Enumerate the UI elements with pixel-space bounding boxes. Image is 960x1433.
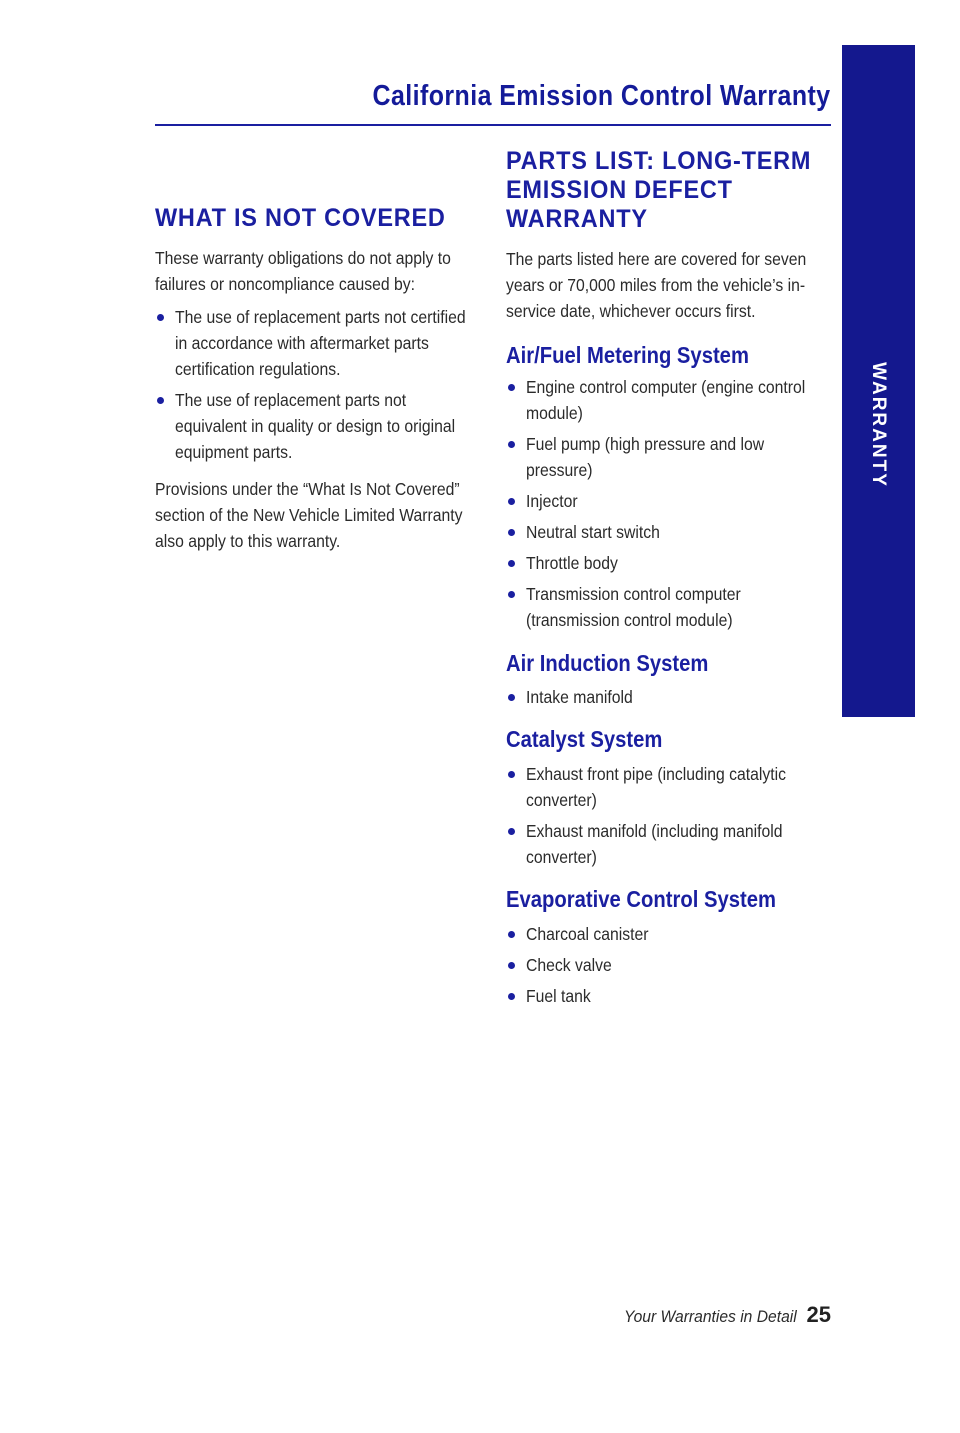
group-heading-air-induction: Air Induction System [506, 650, 709, 676]
list-item [506, 921, 836, 947]
bullet-dot-icon [508, 694, 515, 701]
section-heading-parts-list: PARTS LIST: LONG-TERM EMISSION DEFECT WARRANTY [506, 147, 812, 233]
section-tab-label: WARRANTY [868, 362, 889, 488]
list-item [506, 952, 836, 978]
bullet-dot-icon [508, 931, 515, 938]
list-item [506, 550, 836, 576]
list-item [506, 983, 836, 1009]
list-item-text: Injector [526, 491, 578, 511]
list-item [506, 374, 836, 426]
not-covered-list [155, 304, 480, 465]
list-item [155, 304, 480, 382]
section-heading-not-covered: WHAT IS NOT COVERED [155, 204, 446, 232]
list-item-text: Neutral start switch [526, 522, 660, 542]
list-item [506, 761, 836, 813]
list-item [506, 519, 836, 545]
list-item-text: The use of replacement parts not equivalent in quality or design to original equipment parts. [175, 390, 456, 462]
air-induction-parts-list [506, 684, 836, 710]
group-heading-catalyst: Catalyst System [506, 726, 663, 752]
page-header [155, 74, 831, 126]
list-item [506, 818, 836, 870]
bullet-dot-icon [508, 962, 515, 969]
bullet-dot-icon [157, 397, 164, 404]
air-fuel-parts-list [506, 374, 836, 633]
bullet-dot-icon [508, 771, 515, 778]
bullet-dot-icon [508, 498, 515, 505]
right-column [506, 140, 836, 1009]
list-item [506, 581, 836, 633]
footer-section-title: Your Warranties in Detail [623, 1307, 797, 1326]
bullet-dot-icon [508, 560, 515, 567]
list-item [506, 488, 836, 514]
list-item [506, 684, 836, 710]
page-footer [609, 1302, 831, 1328]
list-item [506, 431, 836, 483]
bullet-dot-icon [508, 384, 515, 391]
list-item-text: Check valve [526, 955, 612, 975]
list-item-text: Fuel tank [526, 986, 591, 1006]
list-item-text: Transmission control computer (transmission control module) [526, 584, 741, 630]
bullet-dot-icon [508, 529, 515, 536]
list-item-text: Charcoal canister [526, 924, 649, 944]
list-item-text: Exhaust front pipe (including catalytic converter) [526, 764, 787, 810]
list-item-text: Throttle body [526, 553, 618, 573]
list-item-text: Intake manifold [526, 687, 633, 707]
evaporative-parts-list [506, 921, 836, 1009]
bullet-dot-icon [508, 828, 515, 835]
bullet-dot-icon [508, 441, 515, 448]
left-column [155, 140, 480, 554]
bullet-dot-icon [508, 993, 515, 1000]
page-title: California Emission Control Warranty [372, 80, 831, 112]
not-covered-intro: These warranty obligations do not apply to failures or noncompliance caused by: [155, 248, 451, 294]
list-item-text: The use of replacement parts not certified in accordance with aftermarket parts certification regulations. [175, 307, 466, 379]
warranty-section-tab[interactable] [842, 45, 915, 717]
list-item-text: Engine control computer (engine control module) [526, 377, 806, 423]
page-number: 25 [806, 1302, 831, 1327]
group-heading-evaporative: Evaporative Control System [506, 886, 776, 912]
catalyst-parts-list [506, 761, 836, 870]
list-item-text: Fuel pump (high pressure and low pressure) [526, 434, 765, 480]
bullet-dot-icon [508, 591, 515, 598]
parts-list-intro: The parts listed here are covered for seven years or 70,000 miles from the vehicle’s in-service date, whichever occurs first. [506, 249, 807, 321]
list-item-text: Exhaust manifold (including manifold converter) [526, 821, 783, 867]
not-covered-closing: Provisions under the “What Is Not Covered” section of the New Vehicle Limited Warranty also apply to this warranty. [155, 479, 463, 551]
bullet-dot-icon [157, 314, 164, 321]
group-heading-air-fuel: Air/Fuel Metering System [506, 342, 749, 368]
list-item [155, 387, 480, 465]
